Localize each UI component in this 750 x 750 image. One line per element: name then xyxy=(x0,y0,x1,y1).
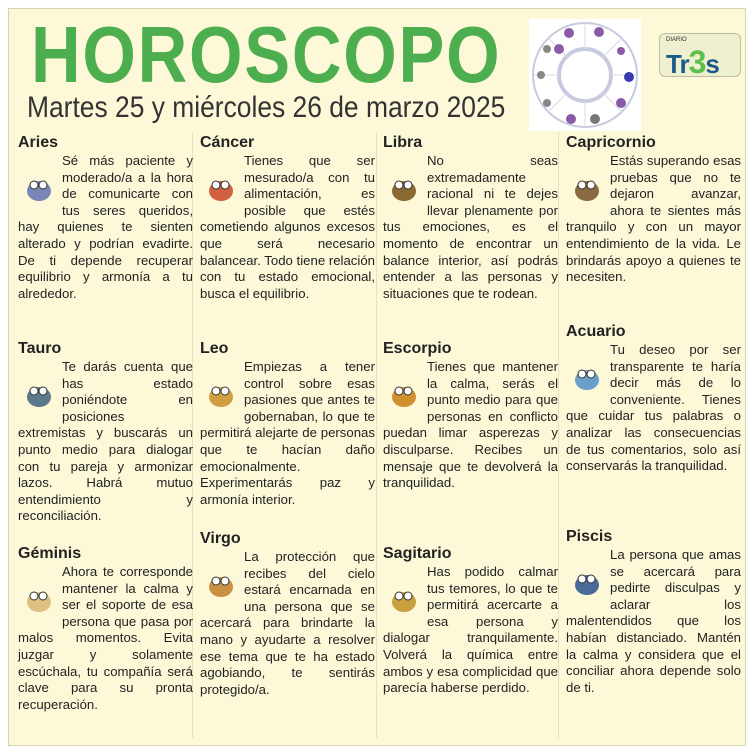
sign-name: Piscis xyxy=(566,528,613,545)
sign-sagitario xyxy=(383,545,558,697)
sign-description: Has podido calmar tus temores, lo que te permitirá acercarte a esa persona y dialogar tranquilamente. Volverá la química entre ambos y esa complicidad que parecía haberse perdido. xyxy=(383,564,558,696)
sign-leo xyxy=(200,340,375,508)
sign-virgo xyxy=(200,530,375,698)
logo-small-text: DIARIO xyxy=(666,37,687,43)
sign-text xyxy=(200,153,375,302)
water-drop-icon xyxy=(570,360,604,394)
sign-text xyxy=(566,547,741,696)
diario-tres-logo xyxy=(659,33,741,80)
sign-name: Leo xyxy=(200,340,229,357)
sign-piscis xyxy=(566,528,741,696)
sign-aries xyxy=(18,134,193,302)
sign-text xyxy=(383,359,558,492)
sign-name: Escorpio xyxy=(383,340,452,357)
sign-acuario xyxy=(566,323,741,475)
lion-icon xyxy=(204,377,238,411)
sign-description: Estás superando esas pruebas que no te dejaron avanzar, ahora te sientes más tranquilo y con un mayor entendimiento de la vida. Le brindarás apoyo a quienes te necesiten. xyxy=(566,153,741,285)
sign-geminis xyxy=(18,545,193,713)
sign-description: Sé más paciente y moderado/a a la hora de comunicarte con tus seres queridos, hay quienes te sienten alterado y podrían evadirte. De ti depende recuperar equilibrio y armonía a tu alrededor. xyxy=(18,153,193,301)
sign-cancer xyxy=(200,134,375,302)
sign-name: Sagitario xyxy=(383,545,452,562)
sign-text xyxy=(200,549,375,698)
sign-description: Tu deseo por ser transparente te haría decir más de lo conveniente. Tienes que cuidar tus palabras o analizar las consecuencias de tus comentarios, solo así conservarás la tranquilidad. xyxy=(566,342,741,474)
maiden-icon xyxy=(204,567,238,601)
sign-text xyxy=(383,153,558,302)
sign-name: Acuario xyxy=(566,323,626,340)
ram-icon xyxy=(22,171,56,205)
sign-libra xyxy=(383,134,558,302)
sign-capricornio xyxy=(566,134,741,286)
date-line: Martes 25 y miércoles 26 de marzo 2025 xyxy=(27,91,506,124)
sign-name: Aries xyxy=(18,134,59,151)
sign-tauro xyxy=(18,340,193,525)
sign-text xyxy=(18,564,193,713)
column-divider xyxy=(376,132,377,738)
crab-icon xyxy=(204,171,238,205)
sign-name: Virgo xyxy=(200,530,241,547)
column-divider xyxy=(558,132,559,738)
sign-name: Géminis xyxy=(18,545,82,562)
scales-icon xyxy=(387,171,421,205)
zodiac-wheel-icon xyxy=(529,19,641,131)
sign-text xyxy=(18,153,193,302)
logo-text: Tr3s xyxy=(666,44,719,80)
sign-text xyxy=(200,359,375,508)
sign-escorpio xyxy=(383,340,558,492)
sign-description: La protección que recibes del cielo estará encarnada en una persona que se acercará para brindarte la mano y ayudarte a resolver ese tema que te ha estado agobiando, te sentirás protegido/a. xyxy=(200,549,375,697)
sign-description: Empiezas a tener control sobre esas pasiones que antes te gobernaban, lo que te permitirá alejarte de personas que te hacían daño emocionalmente. Experimentarás paz y armonía interior. xyxy=(200,359,375,507)
sign-text xyxy=(566,153,741,286)
sign-name: Tauro xyxy=(18,340,62,357)
archer-icon xyxy=(387,582,421,616)
sign-description: Tienes que ser mesurado/a con tu alimentación, es posible que estés cometiendo algunos excesos que será necesario balancear. Todo tiene relación con tu estado emocional, busca el equilibrio. xyxy=(200,153,375,301)
sign-description: No seas extremadamente racional ni te dejes llevar plenamente por tus emociones, es el momento de encontrar un balance interior, así podrás entender a las personas y situaciones que te rodean. xyxy=(383,153,558,301)
sign-description: Ahora te corresponde mantener la calma y ser el soporte de esa persona que pasa por malos momentos. Evita juzgar y solamente escúchala, tu compañía será clave para su pronta recuperación. xyxy=(18,564,193,712)
sign-name: Capricornio xyxy=(566,134,656,151)
sign-text xyxy=(383,564,558,697)
sign-text xyxy=(18,359,193,525)
sign-name: Cáncer xyxy=(200,134,255,151)
sign-description: La persona que amas se acercará para pedirte disculpas y aclarar los malentendidos que los habían distanciado. Mantén la calma y considera que el conciliar ahora depende solo de ti. xyxy=(566,547,741,695)
goat-icon xyxy=(570,171,604,205)
twins-icon xyxy=(22,582,56,616)
page-title: HOROSCOPO xyxy=(31,10,502,99)
fish-icon xyxy=(570,565,604,599)
scorpion-icon xyxy=(387,377,421,411)
sign-text xyxy=(566,342,741,475)
bull-icon xyxy=(22,377,56,411)
sign-description: Tienes que mantener la calma, serás el punto medio para que personas en conflicto puedan limar asperezas y disculparse. Recibes un mensaje que te devolverá la tranquilidad. xyxy=(383,359,558,491)
sign-description: Te darás cuenta que has estado poniéndote en posiciones extremistas y buscarás un punto medio para dialogar con tu pareja y armonizar lazos. Habrá mutuo entendimiento y reconciliación. xyxy=(18,359,193,524)
sign-name: Libra xyxy=(383,134,423,151)
